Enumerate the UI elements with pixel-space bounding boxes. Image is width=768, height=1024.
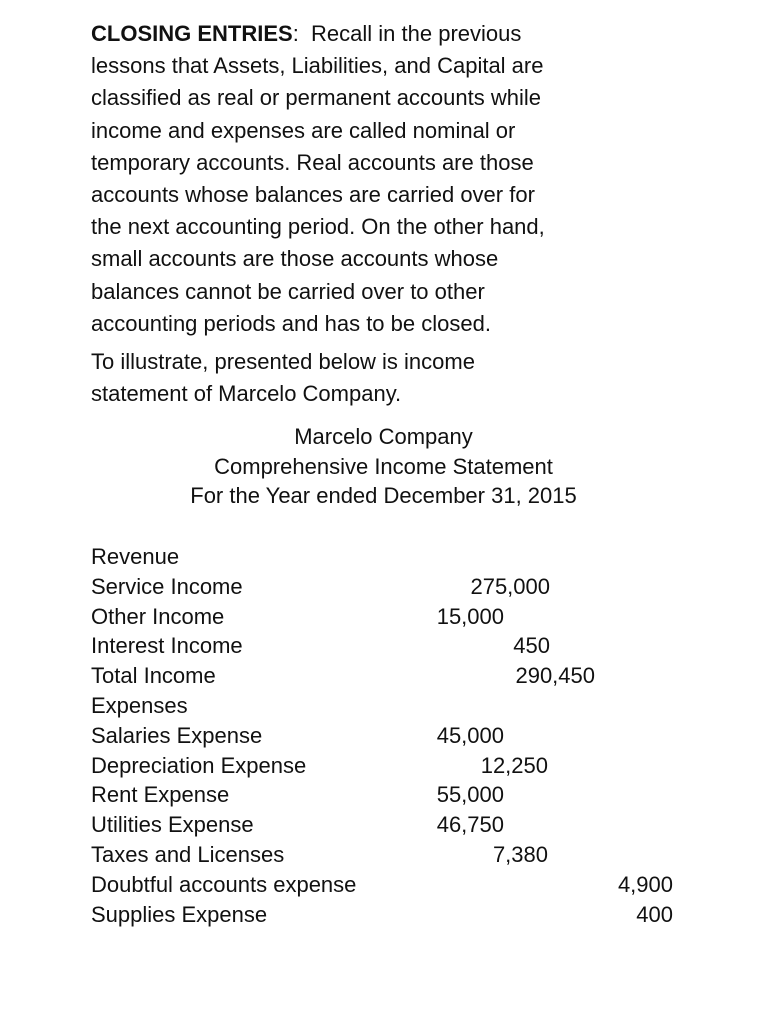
intro-line: balances cannot be carried over to other — [91, 278, 485, 304]
row-amount: 275,000 — [470, 573, 550, 599]
intro-line: Recall in the previous — [311, 21, 522, 46]
document-page — [91, 18, 691, 929]
row-amount: 450 — [513, 633, 550, 659]
row-label: Depreciation Expense — [91, 752, 307, 778]
statement-row — [91, 721, 691, 751]
row-label: Interest Income — [91, 633, 243, 659]
row-label: Taxes and Licenses — [91, 841, 285, 867]
revenue-header: Revenue — [91, 543, 180, 569]
statement-heading — [91, 422, 676, 511]
statement-row — [91, 840, 691, 870]
closing-entries-heading: CLOSING ENTRIES — [91, 21, 293, 46]
row-label: Salaries Expense — [91, 722, 263, 748]
intro-first-line — [91, 18, 691, 50]
statement-row — [91, 810, 691, 840]
intro-line: temporary accounts. Real accounts are those — [91, 149, 534, 175]
row-amount: 290,450 — [515, 663, 595, 689]
statement-row — [91, 572, 691, 602]
row-amount: 55,000 — [436, 782, 504, 808]
statement-row — [91, 900, 691, 930]
statement-row — [91, 870, 691, 900]
statement-period: For the Year ended December 31, 2015 — [190, 483, 577, 509]
row-label: Service Income — [91, 573, 243, 599]
intro-line: lessons that Assets, Liabilities, and Capital are — [91, 53, 544, 79]
heading-colon: : — [292, 21, 299, 46]
row-label: Utilities Expense — [91, 812, 254, 838]
illustration-line: statement of Marcelo Company. — [91, 381, 402, 407]
row-amount: 12,250 — [480, 752, 548, 778]
row-label: Supplies Expense — [91, 901, 268, 927]
row-amount: 46,750 — [436, 812, 504, 838]
row-label: Rent Expense — [91, 782, 230, 808]
row-amount: 4,900 — [617, 871, 673, 897]
expenses-header-row — [91, 691, 691, 721]
income-statement — [91, 542, 691, 929]
illustration-line: To illustrate, presented below is income — [91, 349, 475, 375]
intro-paragraph — [91, 18, 691, 340]
statement-row — [91, 602, 691, 632]
expenses-header: Expenses — [91, 692, 188, 718]
illustration-paragraph — [91, 346, 691, 410]
row-amount: 400 — [636, 901, 673, 927]
row-label: Total Income — [91, 663, 216, 689]
company-name: Marcelo Company — [294, 424, 473, 450]
intro-line: classified as real or permanent accounts while — [91, 85, 542, 111]
intro-line: accounts whose balances are carried over for — [91, 182, 535, 208]
row-amount: 7,380 — [492, 841, 548, 867]
intro-line: the next accounting period. On the other hand, — [91, 214, 545, 240]
statement-row — [91, 751, 691, 781]
row-amount: 15,000 — [436, 603, 504, 629]
statement-title: Comprehensive Income Statement — [214, 453, 553, 479]
intro-line: small accounts are those accounts whose — [91, 246, 499, 272]
row-label: Doubtful accounts expense — [91, 871, 357, 897]
revenue-header-row — [91, 542, 691, 572]
statement-row — [91, 780, 691, 810]
total-income-row — [91, 661, 691, 691]
statement-row — [91, 631, 691, 661]
row-label: Other Income — [91, 603, 225, 629]
row-amount: 45,000 — [436, 722, 504, 748]
intro-line: accounting periods and has to be closed. — [91, 310, 491, 336]
intro-line: income and expenses are called nominal or — [91, 117, 516, 143]
